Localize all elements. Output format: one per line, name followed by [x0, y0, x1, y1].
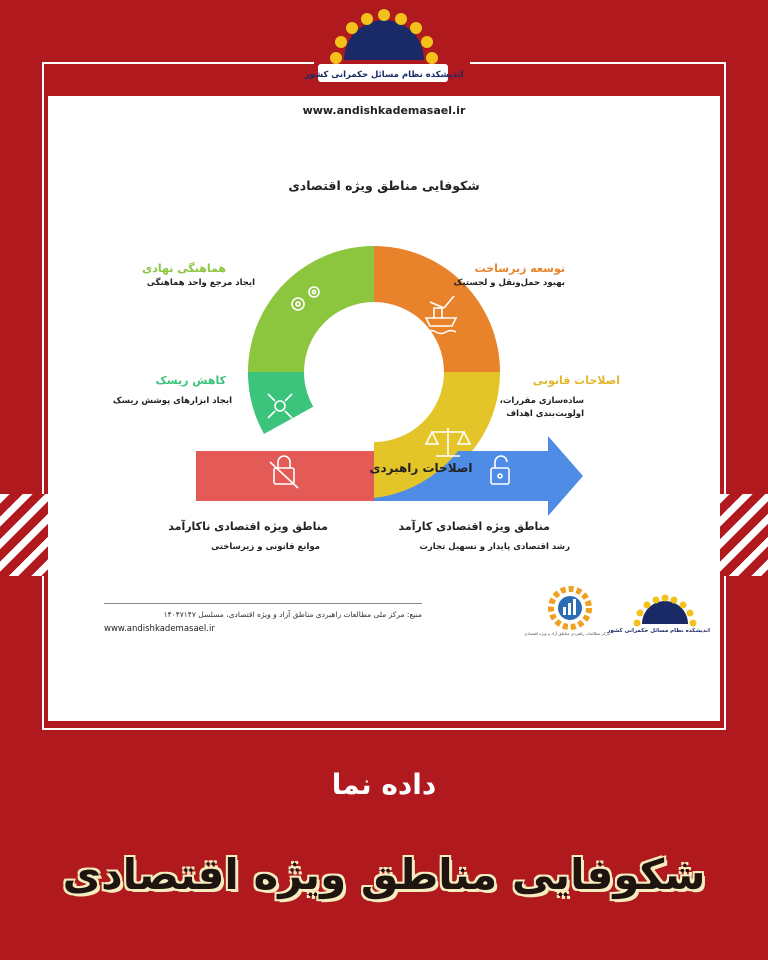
section-legal-desc-2: اولویت‌بندی اهداف	[506, 409, 584, 419]
center-label: اصلاحات راهبردی	[369, 461, 473, 475]
subtitle: داده نما	[331, 768, 437, 801]
frame-top-right	[470, 62, 726, 64]
cycle-diagram	[48, 96, 720, 516]
frame-top-left	[42, 62, 314, 64]
section-infrastructure-title: توسعه زیرساخت	[474, 262, 565, 275]
partner-logo-caption: مرکز مطالعات راهبردی مناطق آزاد و ویژه اقتصادی	[524, 631, 610, 636]
section-risk-desc: ایجاد ابزارهای پوشش ریسک	[112, 396, 232, 406]
main-title: شکوفایی مناطق ویژه اقتصادی	[62, 850, 706, 899]
frame-right	[724, 62, 726, 730]
footer-logo	[607, 590, 710, 642]
section-institutional-title: هماهنگی نهادی	[142, 262, 226, 275]
frame-left	[42, 62, 44, 730]
header-logo-caption: اندیشکده نظام مسائل حکمرانی کشور	[304, 70, 464, 80]
source-text: منبع: مرکز ملی مطالعات راهبردی مناطق آزاد و ویژه اقتصادی، مسلسل ۱۴۰۴۷۱۴۷	[163, 610, 422, 619]
frame-bottom	[42, 728, 726, 730]
infographic-card	[48, 96, 720, 721]
infographic-title: شکوفایی مناطق ویژه اقتصادی	[288, 178, 480, 193]
left-stripes	[0, 494, 48, 576]
section-legal-title: اصلاحات قانونی	[532, 374, 620, 387]
section-infrastructure-desc: بهبود حمل‌ونقل و لجستیک	[453, 278, 565, 288]
source-divider	[104, 603, 422, 604]
section-institutional-desc: ایجاد مرجع واحد هماهنگی	[146, 278, 255, 288]
footer-logo-caption: اندیشکده نظام مسائل حکمرانی کشور	[607, 628, 710, 634]
section-risk-title: کاهش ریسک	[155, 374, 226, 387]
website-url[interactable]: www.andishkademasael.ir	[302, 104, 466, 117]
partner-logo	[524, 582, 610, 642]
inefficient-zone-title: مناطق ویژه اقتصادی ناکارآمد	[168, 520, 328, 533]
source-url[interactable]: www.andishkademasael.ir	[104, 624, 215, 634]
inefficient-zone-desc: موانع قانونی و زیرساختی	[211, 542, 320, 552]
efficient-zone-desc: رشد اقتصادی پایدار و تسهیل تجارت	[419, 542, 570, 552]
section-legal-desc-1: ساده‌سازی مقررات،	[499, 396, 584, 406]
header-logo	[300, 2, 468, 94]
right-stripes	[720, 494, 768, 576]
efficient-zone-title: مناطق ویژه اقتصادی کارآمد	[398, 520, 550, 533]
